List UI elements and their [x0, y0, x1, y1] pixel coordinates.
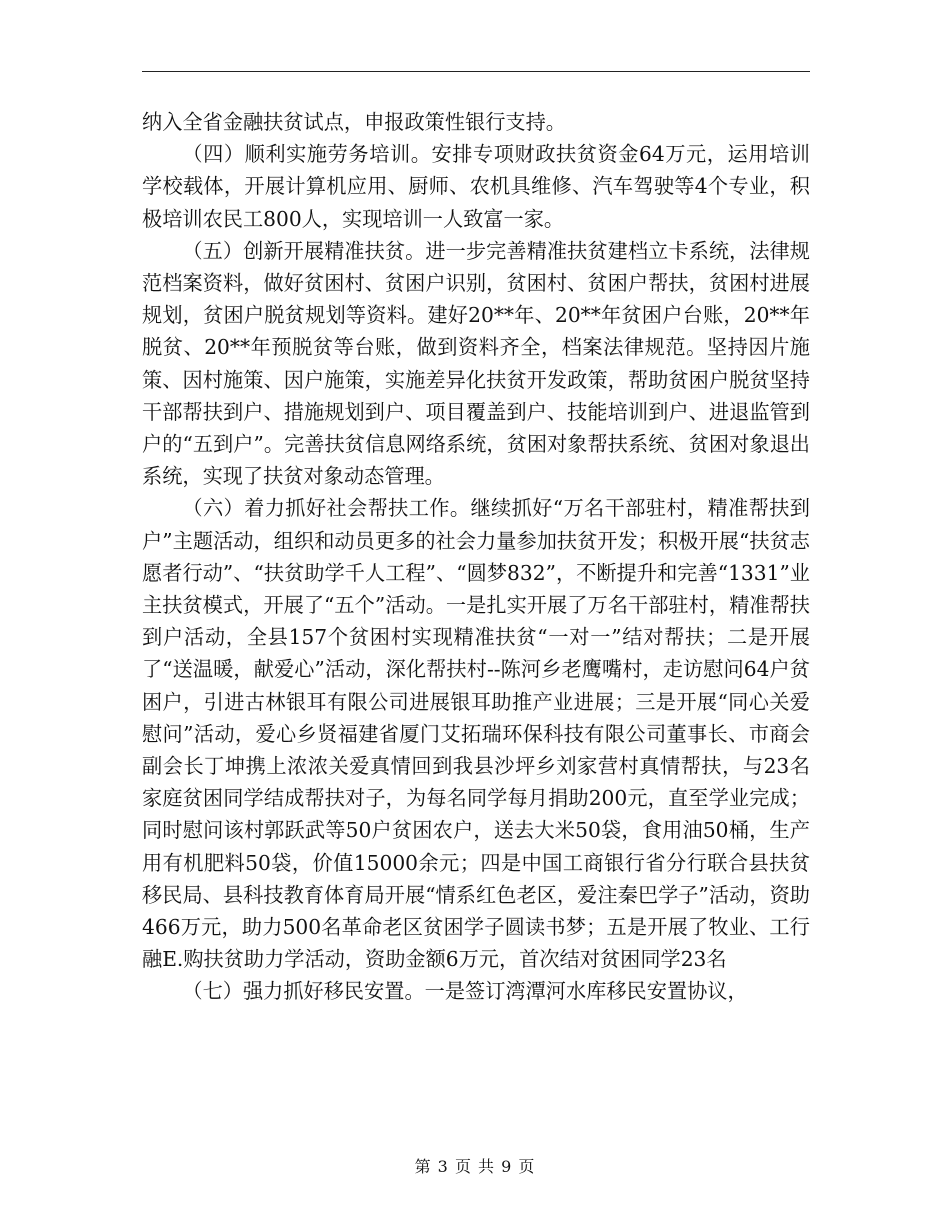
page-number-footer: 第 3 页 共 9 页 [414, 1157, 536, 1176]
header-rule [142, 71, 810, 72]
paragraph-resettlement: （七）强力抓好移民安置。一是签订湾潭河水库移民安置协议， [182, 979, 748, 1004]
paragraph-continuation: 纳入全省金融扶贫试点，申报政策性银行支持。 [142, 110, 566, 134]
page-body [142, 106, 810, 1008]
paragraph-precision-poverty: （五）创新开展精准扶贫。进一步完善精准扶贫建档立卡系统，法律规范档案资料，做好贫困村、贫困户识别，贫困村、贫困户帮扶，贫困村进展规划，贫困户脱贫规划等资料。建好20**年、20**年贫困户台账，20**年脱贫、20**年预脱贫等台账，做到资料齐全，档案法律规范。坚持因片施策、因村施策、因户施策，实施差异化扶贫开发政策，帮助贫困户脱贫坚持干部帮扶到户、措施规划到户、项目覆盖到户、技能培训到户、进退监管到户的“五到户”。完善扶贫信息网络系统，贫困对象帮扶系统、贫困对象退出系统，实现了扶贫对象动态管理。 [142, 238, 810, 489]
paragraph-social-assistance: （六）着力抓好社会帮扶工作。继续抓好“万名干部驻村，精准帮扶到户”主题活动，组织和动员更多的社会力量参加扶贫开发；积极开展“扶贫志愿者行动”、“扶贫助学千人工程”、“圆梦832”，不断提升和完善“1331”业主扶贫模式，开展了“五个”活动。一是扎实开展了万名干部驻村，精准帮扶到户活动，全县157个贫困村实现精准扶贫“一对一”结对帮扶；二是开展了“送温暖，献爱心”活动，深化帮扶村--陈河乡老鹰嘴村，走访慰问64户贫困户，引进古林银耳有限公司进展银耳助推产业进展；三是开展“同心关爱慰问”活动，爱心乡贤福建省厦门艾拓瑞环保科技有限公司董事长、市商会副会长丁坤携上浓浓关爱真情回到我县沙坪乡刘家营村真情帮扶，与23名家庭贫困同学结成帮扶对子，为每名同学每月捐助200元，直至学业完成；同时慰问该村郭跃武等50户贫困农户，送去大米50袋，食用油50桶，生产用有机肥料50袋，价值15000余元；四是中国工商银行省分行联合县扶贫移民局、县科技教育体育局开展“情系红色老区，爱注秦巴学子”活动，资助466万元，助力500名革命老区贫困学子圆读书梦；五是开展了牧业、工行融E.购扶贫助力学活动，资助金额6万元，首次结对贫困同学23名 [142, 496, 810, 972]
paragraph-labor-training: （四）顺利实施劳务培训。安排专项财政扶贫资金64万元，运用培训学校载体，开展计算机应用、厨师、农机具维修、汽车驾驶等4个专业，积极培训农民工800人，实现培训一人致富一家。 [142, 142, 810, 231]
